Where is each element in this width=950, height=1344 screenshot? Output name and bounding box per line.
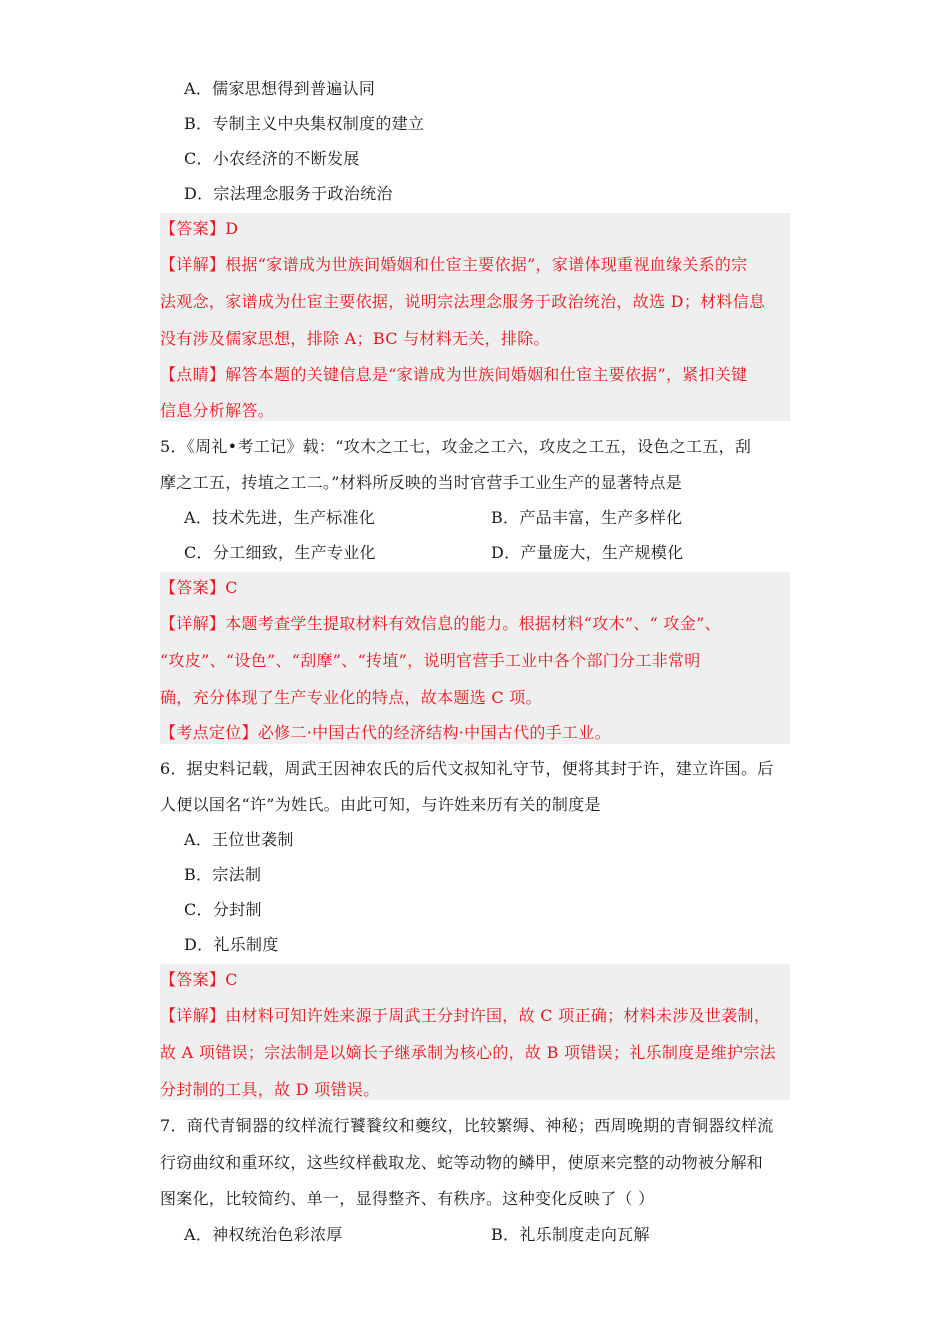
q4-tip-line-2: 信息分析解答。 — [160, 401, 275, 420]
q6-stem-line-1: 6．据史料记载，周武王因神农氏的后代文叔知礼守节，便将其封于许，建立许国。后 — [160, 759, 774, 778]
q4-answer: 【答案】D — [160, 219, 239, 238]
q4-option-d: D．宗法理念服务于政治统治 — [184, 184, 393, 203]
q6-option-d: D．礼乐制度 — [184, 935, 279, 954]
q6-option-a: A．王位世袭制 — [184, 830, 294, 849]
q6-stem-line-2: 人便以国名“许”为姓氏。由此可知，与许姓来历有关的制度是 — [160, 795, 601, 814]
q6-detail-line-2: 故 A 项错误；宗法制是以嫡长子继承制为核心的，故 B 项错误；礼乐制度是维护宗法 — [160, 1043, 776, 1062]
q5-answer: 【答案】C — [160, 578, 238, 597]
q5-option-a: A．技术先进，生产标准化 — [184, 508, 376, 527]
q4-option-b: B．专制主义中央集权制度的建立 — [184, 114, 425, 133]
q5-option-d: D．产量庞大，生产规模化 — [491, 543, 684, 562]
q5-option-c: C．分工细致，生产专业化 — [184, 543, 376, 562]
q4-option-c: C．小农经济的不断发展 — [184, 149, 360, 168]
q6-detail-line-3: 分封制的工具，故 D 项错误。 — [160, 1080, 380, 1099]
q4-answer-box — [160, 213, 790, 421]
q6-answer: 【答案】C — [160, 970, 238, 989]
q4-detail-line-3: 没有涉及儒家思想，排除 A；BC 与材料无关，排除。 — [160, 329, 550, 348]
q7-stem-line-3: 图案化，比较简约、单一，显得整齐、有秩序。这种变化反映了（ ） — [160, 1189, 655, 1208]
q6-option-c: C．分封制 — [184, 900, 262, 919]
q4-tip-line-1: 【点睛】解答本题的关键信息是“家谱成为世族间婚姻和仕宦主要依据”，紧扣关键 — [160, 365, 748, 384]
q7-option-a: A．神权统治色彩浓厚 — [184, 1225, 343, 1244]
q7-option-b: B．礼乐制度走向瓦解 — [491, 1225, 650, 1244]
q4-detail-line-1: 【详解】根据“家谱成为世族间婚姻和仕宦主要依据”，家谱体现重视血缘关系的宗 — [160, 255, 748, 274]
q5-detail-line-1: 【详解】本题考查学生提取材料有效信息的能力。根据材料“攻木”、“ 攻金”、 — [160, 614, 721, 633]
q5-detail-line-3: 确，充分体现了生产专业化的特点，故本题选 C 项。 — [160, 688, 542, 707]
q6-detail-line-1: 【详解】由材料可知许姓来源于周武王分封许国，故 C 项正确；材料未涉及世袭制， — [160, 1006, 771, 1025]
q5-stem-line-1: 5．《周礼•考工记》载：“攻木之工七，攻金之工六，攻皮之工五，设色之工五，刮 — [160, 437, 752, 456]
q5-stem-line-2: 摩之工五，抟埴之工二。”材料所反映的当时官营手工业生产的显著特点是 — [160, 473, 683, 492]
q4-detail-line-2: 法观念，家谱成为仕宦主要依据，说明宗法理念服务于政治统治，故选 D；材料信息 — [160, 292, 766, 311]
q5-option-b: B．产品丰富，生产多样化 — [491, 508, 683, 527]
q4-option-a: A．儒家思想得到普遍认同 — [184, 79, 376, 98]
q6-option-b: B．宗法制 — [184, 865, 262, 884]
q7-stem-line-2: 行窃曲纹和重环纹，这些纹样截取龙、蛇等动物的鳞甲，使原来完整的动物被分解和 — [160, 1153, 764, 1172]
q5-detail-line-2: “攻皮”、“设色”、“刮摩”、“抟埴”，说明官营手工业中各个部门分工非常明 — [160, 651, 701, 670]
q5-point: 【考点定位】必修二·中国古代的经济结构·中国古代的手工业。 — [160, 723, 611, 742]
q7-stem-line-1: 7．商代青铜器的纹样流行饕餮纹和夔纹，比较繁缛、神秘；西周晚期的青铜器纹样流 — [160, 1116, 774, 1135]
